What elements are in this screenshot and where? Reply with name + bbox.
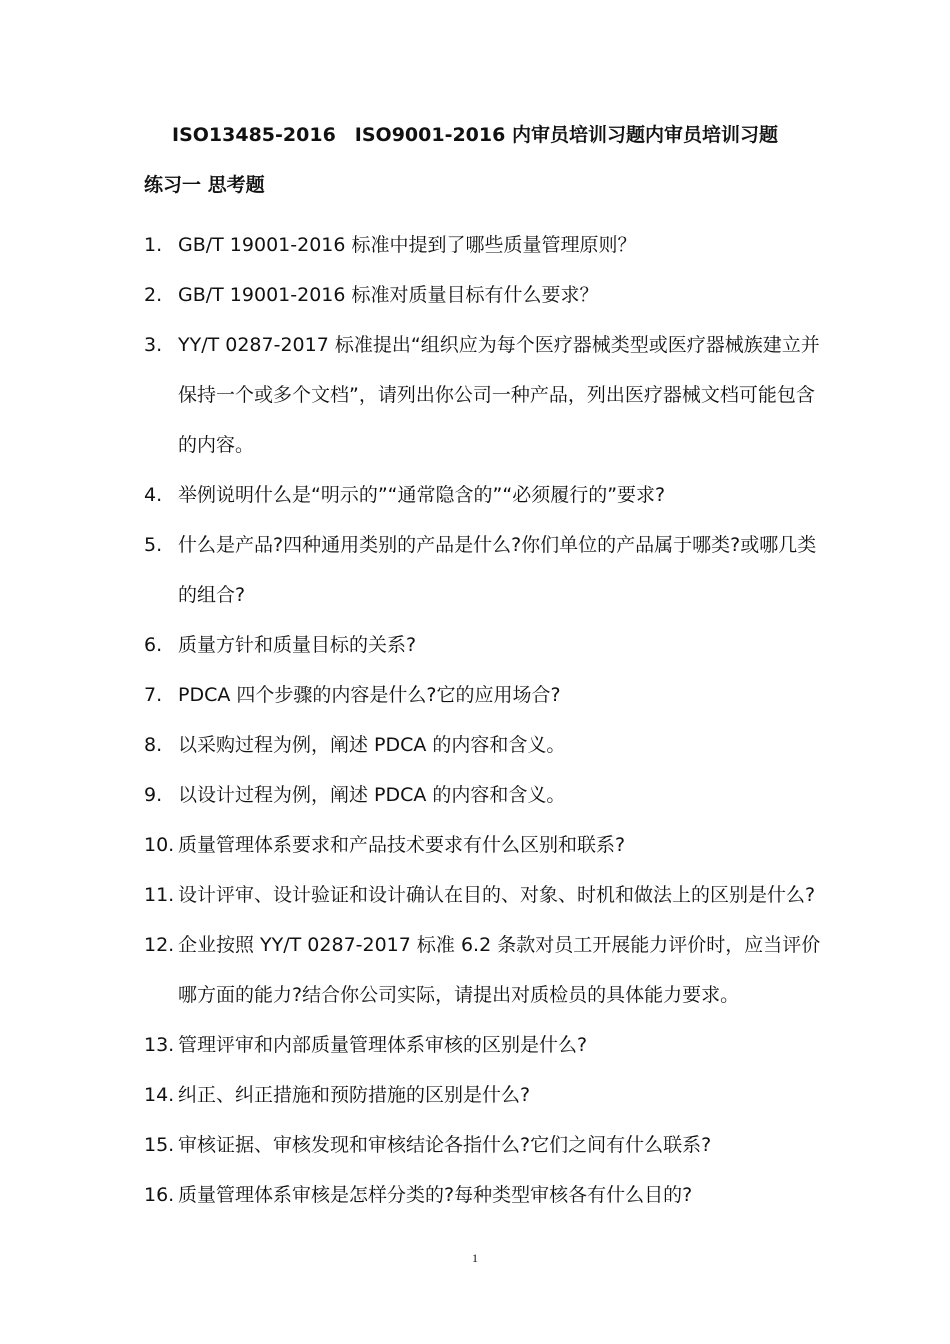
question-item (144, 520, 824, 620)
question-text: 审核证据、审核发现和审核结论各指什么?它们之间有什么联系? (178, 1134, 712, 1156)
question-number: 9. (144, 784, 163, 806)
question-text: GB/T 19001-2016 标准中提到了哪些质量管理原则？ (178, 234, 637, 256)
question-item (144, 1120, 824, 1170)
question-item (144, 320, 824, 470)
document-title: ISO13485-2016 ISO9001-2016 内审员培训习题内审员培训习题 (172, 124, 778, 146)
question-number: 2. (144, 284, 163, 306)
question-number: 11. (144, 884, 175, 906)
question-text: 质量管理体系要求和产品技术要求有什么区别和联系? (178, 834, 626, 856)
section-heading: 练习一 思考题 (144, 174, 265, 196)
question-number: 10. (144, 834, 175, 856)
question-item (144, 770, 824, 820)
question-text: 质量管理体系审核是怎样分类的?每种类型审核各有什么目的? (178, 1184, 693, 1206)
question-item (144, 920, 824, 1020)
question-list (144, 220, 824, 1220)
question-text: YY/T 0287-2017 标准提出“组织应为每个医疗器械类型或医疗器械族建立并保持一个或多个文档”，请列出你公司一种产品，列出医疗器械文档可能包含的内容。 (178, 334, 820, 456)
question-number: 15. (144, 1134, 175, 1156)
question-number: 8. (144, 734, 163, 756)
question-item (144, 720, 824, 770)
question-text: 纠正、纠正措施和预防措施的区别是什么? (178, 1084, 531, 1106)
question-text: 质量方针和质量目标的关系? (178, 634, 417, 656)
question-number: 12. (144, 934, 175, 956)
question-text: PDCA 四个步骤的内容是什么?它的应用场合? (178, 684, 561, 706)
question-number: 4. (144, 484, 163, 506)
question-text: 设计评审、设计验证和设计确认在目的、对象、时机和做法上的区别是什么? (178, 884, 816, 906)
question-text: 以设计过程为例，阐述 PDCA 的内容和含义。 (178, 784, 566, 806)
question-item (144, 220, 824, 270)
question-number: 1. (144, 234, 163, 256)
question-item (144, 820, 824, 870)
question-item (144, 1170, 824, 1220)
question-item (144, 620, 824, 670)
page-number: 1 (472, 1251, 478, 1265)
question-item (144, 1020, 824, 1070)
question-text: GB/T 19001-2016 标准对质量目标有什么要求？ (178, 284, 599, 306)
question-item (144, 1070, 824, 1120)
question-text: 以采购过程为例，阐述 PDCA 的内容和含义。 (178, 734, 566, 756)
question-number: 14. (144, 1084, 175, 1106)
question-text: 企业按照 YY/T 0287-2017 标准 6.2 条款对员工开展能力评价时，应当评价哪方面的能力?结合你公司实际，请提出对质检员的具体能力要求。 (178, 934, 821, 1006)
question-number: 3. (144, 334, 163, 356)
question-text: 什么是产品?四种通用类别的产品是什么?你们单位的产品属于哪类?或哪几类的组合? (178, 534, 817, 606)
question-number: 7. (144, 684, 163, 706)
question-text: 举例说明什么是“明示的”“通常隐含的”“必须履行的”要求? (178, 484, 666, 506)
question-number: 13. (144, 1034, 175, 1056)
question-item (144, 270, 824, 320)
question-number: 6. (144, 634, 163, 656)
question-item (144, 470, 824, 520)
question-number: 16. (144, 1184, 175, 1206)
question-number: 5. (144, 534, 163, 556)
question-item (144, 670, 824, 720)
question-item (144, 870, 824, 920)
question-text: 管理评审和内部质量管理体系审核的区别是什么? (178, 1034, 588, 1056)
